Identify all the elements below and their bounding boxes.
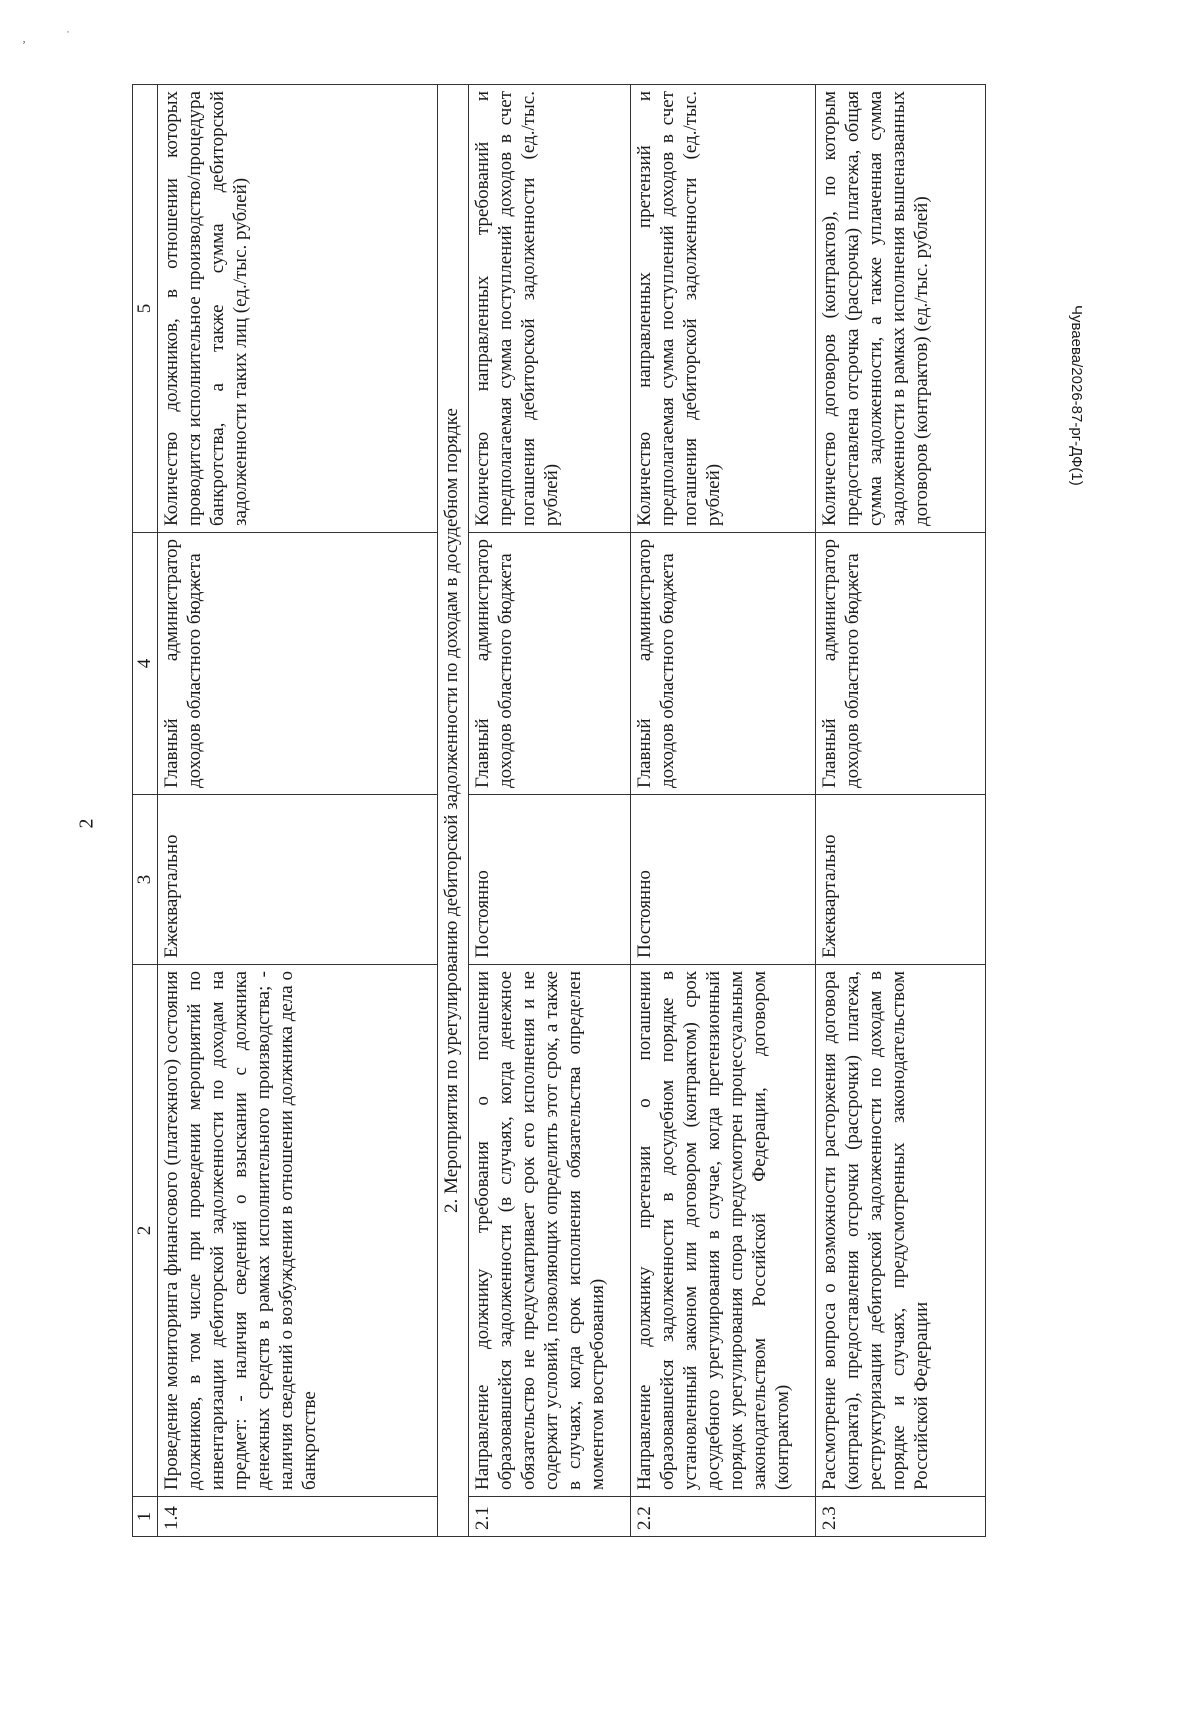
- row-indicator: Количество договоров (контрактов), по которым предоставлена отсрочка (рассрочка) платежа, общая сумма задолженности, а также уплаченная сумма задолженности в рамках исполнения вышеназванных договоров (контрактов) (ед./тыс. рублей): [816, 85, 986, 533]
- header-cell: 3: [133, 795, 158, 965]
- table-row: [631, 85, 816, 1537]
- row-number: 2.1: [469, 1497, 631, 1537]
- row-action: Рассмотрение вопроса о возможности расторжения договора (контракта), предоставления отсрочки (рассрочки) платежа, реструктуризации дебиторской задолженности по доходам в порядке и случаях, предусмотренных законодательством Российской Федерации: [816, 965, 986, 1497]
- row-indicator: Количество направленных претензий и предполагаемая сумма поступлений доходов в счет погашения дебиторской задолженности (ед./тыс. рублей): [631, 85, 816, 533]
- row-action: Проведение мониторинга финансового (платежного) состояния должников, в том числе при проведении мероприятий по инвентаризации дебиторской задолженности по доходам на предмет: - наличия сведений о взыскании с должника денежных средств в рамках исполнительного производства; - наличия сведений о возбуждении в отношении должника дела о банкротстве: [158, 965, 438, 1497]
- table-row: [158, 85, 438, 1537]
- header-cell: 1: [133, 1497, 158, 1537]
- header-row: [133, 85, 158, 1537]
- scan-mark: ˙: [66, 28, 70, 42]
- row-responsible: Главный администратор доходов областного бюджета: [816, 533, 986, 795]
- measures-table: [132, 84, 986, 1537]
- row-indicator: Количество должников, в отношении которых проводится исполнительное производство/процедура банкротства, а также сумма дебиторской задолженности таких лиц (ед./тыс. рублей): [158, 85, 438, 533]
- header-cell: 5: [133, 85, 158, 533]
- table-row: [816, 85, 986, 1537]
- row-action: Направление должнику претензии о погашении образовавшейся задолженности в досудебном порядке в установленный законом или договором (контрактом) срок досудебного урегулирования в случае, когда претензионный порядок урегулирования спора предусмотрен процессуальным законодательством Российской Федерации, договором (контрактом): [631, 965, 816, 1497]
- row-number: 2.2: [631, 1497, 816, 1537]
- row-number: 1.4: [158, 1497, 438, 1537]
- row-period: Постоянно: [469, 795, 631, 965]
- table-row: [469, 85, 631, 1537]
- row-action: Направление должнику требования о погашении образовавшейся задолженности (в случаях, когда денежное обязательство не предусматривает срок его исполнения и не содержит условий, позволяющих определить этот срок, а также в случаях, когда срок исполнения обязательства определен моментом востребования): [469, 965, 631, 1497]
- row-period: Постоянно: [631, 795, 816, 965]
- document-registration-code: Чуваева/2026-87-рг-ДФ(1): [1068, 305, 1085, 486]
- rotated-table-container: [132, 85, 1002, 1537]
- scan-mark: ʼ: [22, 38, 26, 52]
- row-responsible: Главный администратор доходов областного бюджета: [631, 533, 816, 795]
- section-row: [438, 85, 469, 1537]
- header-cell: 4: [133, 533, 158, 795]
- header-cell: 2: [133, 965, 158, 1497]
- row-period: Ежеквартально: [816, 795, 986, 965]
- section-title: 2. Мероприятия по урегулированию дебиторской задолженности по доходам в досудебном порядке: [438, 85, 469, 1537]
- row-period: Ежеквартально: [158, 795, 438, 965]
- row-responsible: Главный администратор доходов областного бюджета: [469, 533, 631, 795]
- page-number: 2: [75, 818, 98, 829]
- row-indicator: Количество направленных требований и предполагаемая сумма поступлений доходов в счет погашения дебиторской задолженности (ед./тыс. рублей): [469, 85, 631, 533]
- row-number: 2.3: [816, 1497, 986, 1537]
- row-responsible: Главный администратор доходов областного бюджета: [158, 533, 438, 795]
